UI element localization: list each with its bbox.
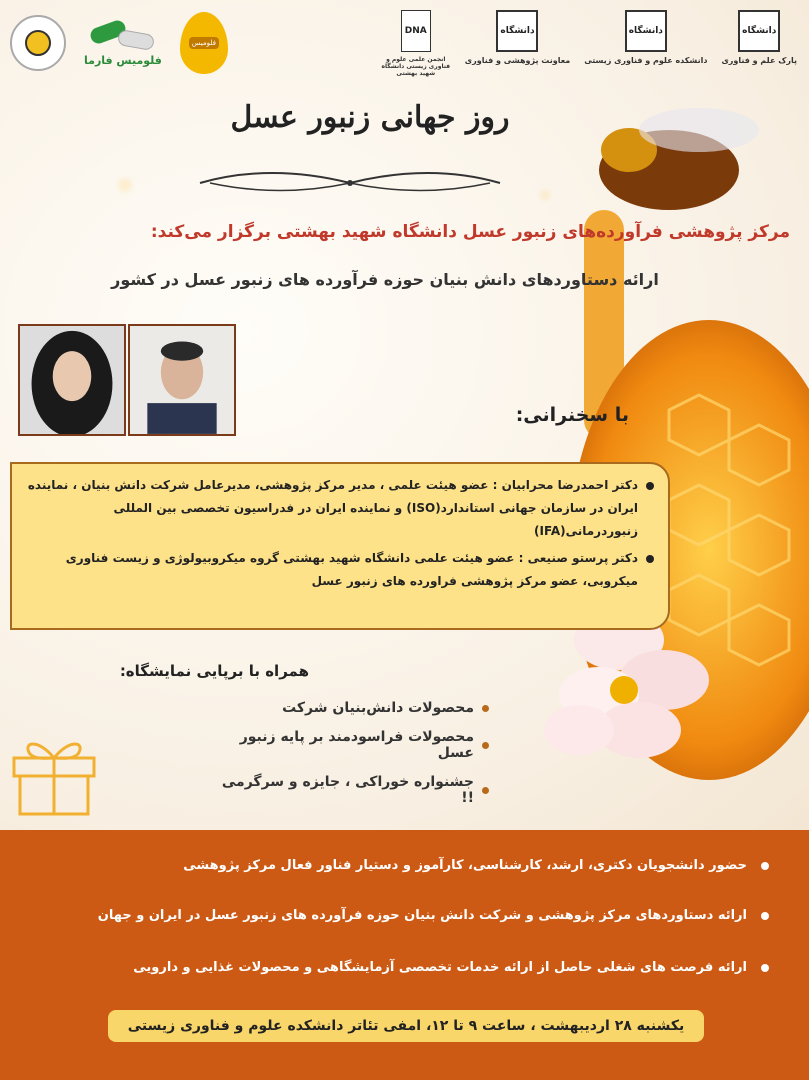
event-theme: ارائه دستاوردهای دانش بنیان حوزه فرآورده های زنبور عسل در کشور [111,270,659,289]
expo-item-text: محصولات فراسودمند بر پایه زنبور عسل [239,729,474,761]
logo-science-park [721,10,797,77]
drop-label: فلومیس [189,37,219,49]
speakers-heading: با سخنرانی: [515,404,629,426]
speaker-item [26,547,654,593]
gift-box-icon [8,728,100,818]
speaker-text: دکتر پرستو صنیعی : عضو هیئت علمی دانشگاه شهید بهشتی گروه میکروبیولوژی و زیست فناوری میکروبی، عضو مرکز پژوهشی فراورده های زنبور عسل [65,551,638,588]
bullet-icon [761,912,769,920]
pharma-logo [84,20,162,67]
dna-icon: DNA [401,10,431,52]
highlight-text: ارائه فرصت های شغلی حاصل از ارائه خدمات تخصصی آزمایشگاهی و محصولات غذایی و دارویی [133,960,747,975]
pills-icon [88,20,158,54]
logo-caption: انجمن علمی علوم و فناوری زیستی دانشگاه شهید بهشتی [381,56,451,77]
bullet-icon [761,964,769,972]
logo-student-association [381,10,451,77]
expo-list [219,700,489,819]
ornament-divider-icon [190,168,510,198]
logo-caption: پارک علم و فناوری [721,56,797,65]
organizer-statement: مرکز پژوهشی فرآورده‌های زنبور عسل دانشگاه شهید بهشتی برگزار می‌کند: [150,222,790,242]
highlight-text: ارائه دستاوردهای مرکز پژوهشی و شرکت دانش بنیان حوزه فرآورده های زنبور عسل در ایران و جهان [97,908,747,923]
highlight-item [183,858,769,873]
highlights-panel [0,830,809,1080]
bee-round-logo [10,15,66,71]
expo-item-text: جشنواره خوراکی ، جایزه و سرگرمی !! [221,774,474,806]
university-seal-icon: دانشگاه [496,10,538,52]
highlight-text: حضور دانشجویان دکتری، ارشد، کارشناسی، کارآموز و دستیار فناور فعال مرکز پژوهشی [183,858,747,873]
speaker-photo-male [128,324,236,436]
speaker-photo-female [18,324,126,436]
expo-item [219,729,489,761]
bullet-icon [482,787,489,794]
bullet-icon [761,862,769,870]
expo-item [219,700,489,716]
bokeh-dot [118,178,132,192]
expo-item-text: محصولات دانش‌بنیان شرکت [282,700,474,716]
sponsor-logos [10,12,228,74]
highlight-item [133,960,769,975]
bee-icon [25,30,51,56]
speaker-item [26,474,654,543]
highlight-item [98,908,769,923]
bullet-icon [482,705,489,712]
logo-bio-faculty [584,10,707,77]
expo-heading: همراه با برپایی نمایشگاه: [119,662,309,680]
logo-caption: معاونت پژوهشی و فناوری [464,56,571,65]
university-seal-icon: دانشگاه [738,10,780,52]
speaker-text: دکتر احمدرضا محرابیان : عضو هیئت علمی ، مدیر مرکز پژوهشی، مدیرعامل شرکت دانش بنیان ، نماینده ایران در سازمان جهانی استاندارد(ISO) و نماینده ایران در فدراسیون تخصصی بین المللی زنبوردرمانی(IFA) [27,478,638,538]
bullet-icon [482,742,489,749]
honey-drop-logo [180,12,228,74]
logo-research-deputy [465,10,570,77]
logo-caption: دانشکده علوم و فناوری زیستی [584,56,708,65]
partner-logos [381,10,797,77]
event-datetime-location: یکشنبه ۲۸ اردیبهشت ، ساعت ۹ تا ۱۲، امفی تئاتر دانشکده علوم و فناوری زیستی [108,1010,704,1042]
university-seal-icon: دانشگاه [625,10,667,52]
bullet-icon [646,482,654,490]
bullet-icon [646,555,654,563]
honey-bee-illustration [489,80,809,830]
pharma-name: فلومیس فارما [84,53,162,67]
page-title: روز جهانی زنبور عسل [230,100,510,135]
speakers-box [10,462,670,630]
expo-item [219,774,489,806]
